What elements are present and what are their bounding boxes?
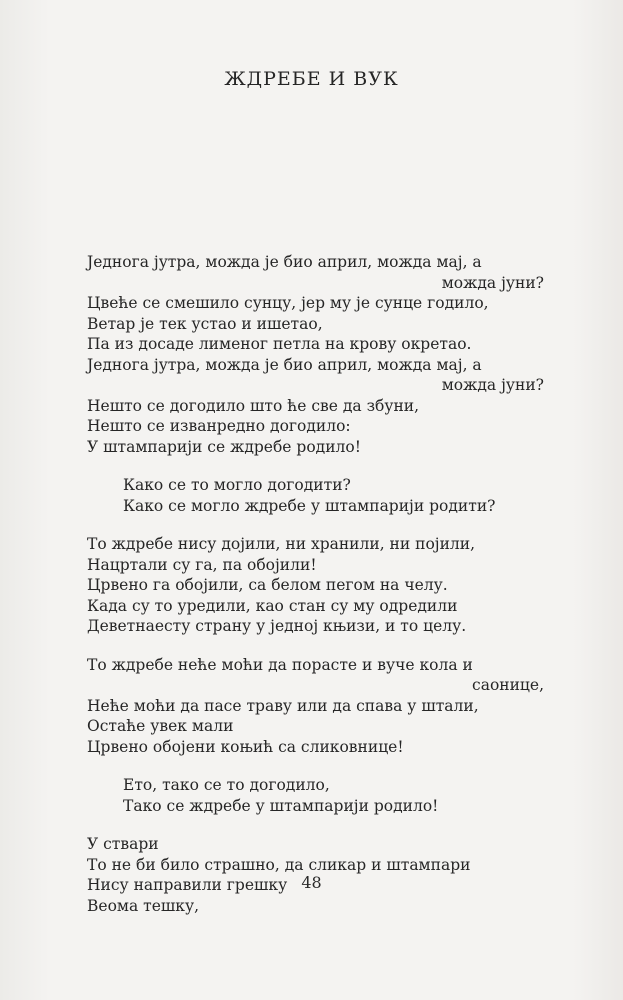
poem-line: То ждребе нису дојили, ни хранили, ни појили,: [87, 535, 476, 553]
poem-line: Тако се ждребе у штампарији родило!: [123, 796, 439, 815]
poem-line: Црвено га обојили, са белом пегом на челу.: [87, 576, 448, 594]
poem-title: ЖДРЕБЕ И ВУК: [224, 68, 399, 90]
poem-line: Цвеће се смешило сунцу, јер му је сунце годило,: [87, 294, 489, 312]
poem-line: Нацртали су га, па обојили!: [87, 555, 317, 574]
poem-line: Деветнаесту страну у једној књизи, и то целу.: [87, 617, 467, 635]
stanza: [87, 252, 547, 457]
stanza: [87, 534, 547, 637]
poem-line: Нешто се изванредно догодило:: [87, 417, 351, 435]
poem-line: Када су то уредили, као стан су му одредили: [87, 596, 458, 615]
poem-line: Једнога јутра, можда је био април, можда мај, а: [87, 253, 482, 271]
poem-line-continuation: саонице,: [472, 676, 544, 694]
poem-line: То ждребе неће моћи да порасте и вуче кола и: [87, 655, 473, 674]
poem-line: Црвено обојени коњић са сликовнице!: [87, 737, 404, 756]
poem-line: Ветар је тек устао и ишетао,: [87, 314, 323, 333]
poem-line: Па из досаде лименог петла на крову окретао.: [87, 335, 472, 353]
poem-line-continuation: можда јуни?: [441, 273, 544, 292]
stanza: [87, 475, 547, 516]
poem-line: У штампарији се ждребе родило!: [87, 437, 361, 456]
poem-line: То не би било страшно, да сликар и штампари: [87, 855, 471, 874]
poem-line: Нешто се догодило што ће све да збуни,: [87, 396, 420, 415]
poem-line: Како се могло ждребе у штампарији родити?: [123, 496, 496, 515]
page-number: 48: [301, 873, 322, 892]
poem-line: Неће моћи да пасе траву или да спава у штали,: [87, 696, 479, 715]
poem-line-continuation: можда јуни?: [441, 376, 544, 394]
poem-line: Нису направили грешку: [87, 876, 288, 894]
poem-body: [87, 252, 547, 934]
poem-line: Како се то могло догодити?: [123, 476, 351, 494]
poem-line: Једнога јутра, можда је био април, можда мај, а: [87, 355, 482, 374]
poem-line: Веома тешку,: [87, 896, 200, 915]
stanza: [87, 775, 547, 816]
poem-line: У ствари: [87, 835, 159, 853]
stanza: [87, 655, 547, 758]
poem-line: Остаће увек мали: [87, 717, 234, 735]
poem-line: Ето, тако се то догодило,: [123, 776, 330, 794]
